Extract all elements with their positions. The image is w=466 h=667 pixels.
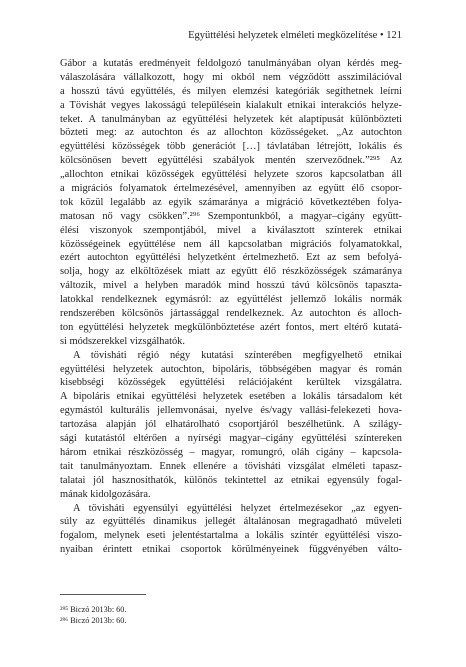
page-number: 121	[386, 30, 402, 41]
text-line: kisebbségi közösségek együttélési relációjaként kerültek vizsgálatra.	[60, 377, 402, 389]
running-title: Együttélési helyzetek elméleti megközelítése	[188, 30, 378, 41]
header-separator: •	[379, 30, 384, 41]
footnote	[60, 604, 402, 615]
text-line: A tövisháti régió négy kutatási színterében megfigyelhető etnikai	[73, 349, 402, 361]
text-line: „allochton etnikai közösségek együttélési helyzete szoros kapcsolatban áll	[60, 169, 402, 181]
text-line: egymástól kulturális jellemvonásai, nyelve és/vagy vallási-felekezeti hova-	[60, 405, 402, 417]
text-line: válaszolására vállalkozott, hogy mi okból nem végződött asszimilációval	[60, 71, 402, 83]
text-line: matosan nő vagy csökken”.²⁹⁶ Szempontunkból, a magyar–cigány együtt-	[60, 210, 402, 222]
text-line: kölcsönösen bevett együttélési szabályok mentén szerveződnek.”²⁹⁵ Az	[60, 155, 402, 167]
running-header	[60, 29, 402, 43]
text-line: talatai jól hasznosíthatók, különös tekintettel az etnikai egyensúly fogal-	[60, 474, 402, 486]
text-line: változik, mivel a helyben maradók mind hosszú távú kölcsönös tapaszta-	[60, 280, 402, 292]
text-line: A bipoláris etnikai együttélési helyzetek esetében a lokális társadalom két	[60, 391, 402, 403]
body-text	[60, 57, 402, 557]
text-line: a Tövishát vegyes lakosságú településein kialakult etnikai interakciós helyze-	[60, 99, 402, 111]
text-line: közösségeinek együttélése nem áll kapcsolatban migrációs folyamatokkal,	[60, 238, 402, 250]
footnote-divider	[60, 594, 146, 595]
footnote	[60, 615, 402, 626]
text-line: együttélési közösségek több generációt […] távlatában létrejött, lokális és	[60, 141, 402, 153]
text-line: ezért autochton együttélési helyzetként értelmezhető. Ezt az sem befolyá-	[60, 252, 402, 264]
text-line: fogalom, melynek eseti jelentéstartalma a lokális színtér együttélési viszo-	[60, 530, 402, 542]
text-line: solja, hogy az elköltözések miatt az együtt élő részközösségek számaránya	[60, 266, 402, 278]
text-line: három etnikai részközösség – magyar, romungró, oláh cigány – kapcsola-	[60, 446, 402, 458]
footnotes	[60, 604, 402, 626]
text-line: a migrációs folyamatok értelmezésével, amennyiben az együtt élő csopor-	[60, 183, 402, 195]
text-line: bözteti meg: az autochton és az allochton közösségeket. „Az autochton	[60, 127, 402, 139]
footnote-text: Biczó 2013b: 60.	[70, 605, 127, 614]
text-line: tok közül legalább az egyik számarányа a migráció következtében folya-	[60, 196, 402, 208]
text-line: ton együttélési helyzetek megkülönböztetése azért fontos, mert eltérő kutatá-	[60, 321, 402, 333]
text-line: tartozása alapján jól elhatárolható csoportjáról beszélhetünk. A szilágy-	[60, 419, 402, 431]
text-line: rendszerében kölcsönös jártassággal rendelkeznek. Az autochton és alloch-	[60, 308, 402, 320]
text-line: si módszerekkel vizsgálhatók.	[60, 335, 185, 347]
footnote-number: ²⁹⁶	[60, 616, 69, 625]
text-line: sági kutatástól eltérően a nyírségi magyar–cigány együttélési színtereken	[60, 433, 402, 445]
text-line: mának kidolgozására.	[60, 488, 151, 500]
text-line: együttélési helyzetek autochton, bipoláris, többségében magyar és román	[60, 363, 402, 375]
text-line: élési viszonyok szempontjából, mivel a kiválasztott színterek etnikai	[60, 224, 402, 236]
text-line: teket. A tanulmányban az együttélési helyzetek két alaptípusát különbözteti	[60, 113, 402, 125]
text-line: tait tanulmányoztam. Ennek ellenére a tövisháti vizsgálat elméleti tapasz-	[60, 460, 402, 472]
text-line: latokkal rendelkeznek egymásról: az együttélést jellemző lokális normák	[60, 294, 402, 306]
text-line: a hosszú távú együttélés, és milyen elemzési kategóriák segíthetnek leírni	[60, 85, 402, 97]
text-line: Gábor a kutatás eredményeit feldolgozó tanulmányában olyan kérdés meg-	[60, 58, 402, 69]
text-line: nyaiban érintett etnikai csoportok körülményeinek függvényében válto-	[60, 544, 402, 556]
text-line: A tövisháti egyensúlyi együttélési helyzet értelmezésekor „az egyen-	[73, 502, 402, 514]
footnote-number: ²⁹⁵	[60, 605, 69, 614]
text-line: súly az együttélés dinamikus jellegét általánosan megragadható műveleti	[60, 516, 402, 528]
footnote-text: Biczó 2013b: 60.	[70, 616, 127, 625]
